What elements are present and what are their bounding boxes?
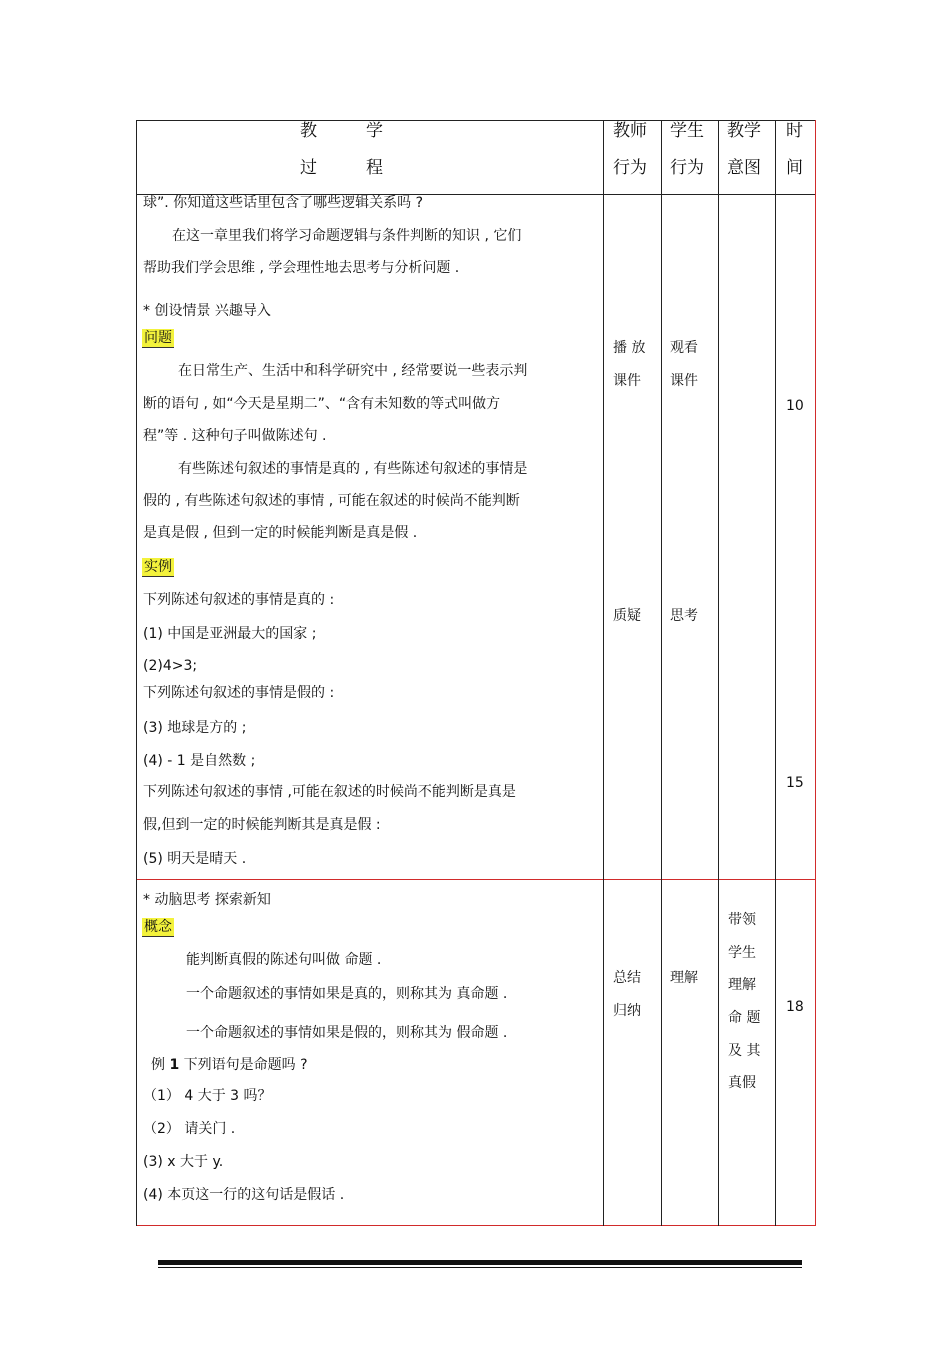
row2-example-title [151,1056,308,1074]
row2-section-heading: * 动脑思考 探索新知 [143,892,271,908]
tag-question: 问题 [144,330,172,346]
row1-line-13: (2)4>3; [143,658,198,674]
example-label: 例 [151,1057,170,1073]
row2-intent-1: 带领 [728,912,756,928]
row2-intent-5: 及 其 [728,1043,761,1059]
table-bottom-border [136,1225,816,1226]
example-question: 下列语句是命题吗 ? [179,1057,308,1073]
tag-example: 实例 [144,559,172,575]
row1-line-15: (3) 地球是方的 ; [143,720,247,736]
row1-student-1b: 课件 [670,373,698,389]
row1-line-12: (1) 中国是亚洲最大的国家 ; [143,626,317,642]
row2-teacher-a: 总结 [613,970,641,986]
col-line-4 [775,120,776,1226]
example-number: 1 [169,1057,180,1073]
row2-intent-2: 学生 [728,945,756,961]
row1-line-9: 假的 , 有些陈述句叙述的事情 , 可能在叙述的时候尚不能判断 [143,493,520,509]
row1-line-7: 程”等 . 这种句子叫做陈述句 . [143,428,327,444]
header-process-3: 过 [300,158,317,178]
row2-intent-3: 理解 [728,977,756,993]
row1-student-2: 思考 [670,608,698,624]
header-student-1: 学生 [670,121,704,141]
row1-line-8: 有些陈述句叙述的事情是真的 , 有些陈述句叙述的事情是 [178,461,528,477]
row1-section-heading: * 创设情景 兴趣导入 [143,303,271,319]
col-line-2 [661,120,662,1226]
row1-teacher-1a: 播 放 [613,340,646,356]
row2-student: 理解 [670,970,698,986]
footer-rule-thin [158,1267,802,1268]
row2-time: 18 [786,999,804,1015]
header-teacher-1: 教师 [613,121,647,141]
header-intent-1: 教学 [727,121,761,141]
header-intent-2: 意图 [727,158,761,178]
header-student-2: 行为 [670,158,704,178]
row2-line-6: （1） 4 大于 3 吗？ [143,1088,272,1104]
row1-line-1: 球”. 你知道这些话里包含了哪些逻辑关系吗 ? [143,195,424,211]
row2-intent-4: 命 题 [728,1010,761,1026]
row2-line-4: 一个命题叙述的事情如果是假的，则称其为 假命题 . [186,1025,508,1041]
row2-line-8: (3) x 大于 y. [143,1154,224,1170]
footer-rule-thick [158,1260,802,1265]
row1-line-10: 是真是假 , 但到一定的时候能判断是真是假 . [143,525,418,541]
table-top-border [136,120,816,121]
row2-intent-6: 真假 [728,1075,756,1091]
row1-line-11: 下列陈述句叙述的事情是真的 : [143,592,335,608]
col-line-0 [136,120,137,1226]
row1-time-1: 10 [786,398,804,414]
header-time-2: 间 [786,158,803,178]
header-process-4: 程 [366,158,383,178]
col-line-5 [815,120,816,1226]
row1-teacher-2: 质疑 [613,608,641,624]
row1-line-16: (4) - 1 是自然数 ; [143,753,256,769]
row1-line-2: 在这一章里我们将学习命题逻辑与条件判断的知识 , 它们 [172,228,522,244]
tag-concept: 概念 [144,919,172,935]
row1-teacher-1b: 课件 [613,373,641,389]
row2-line-3: 一个命题叙述的事情如果是真的，则称其为 真命题 . [186,986,508,1002]
row1-line-6: 断的语句 , 如“今天是星期二”、“含有未知数的等式叫做方 [143,396,501,412]
row1-student-1a: 观看 [670,340,698,356]
header-process-2: 学 [366,121,383,141]
row1-line-19: (5) 明天是晴天 . [143,851,247,867]
row2-line-7: （2） 请关门 . [143,1121,236,1137]
header-process-1: 教 [300,121,317,141]
col-line-1 [603,120,604,1226]
row2-line-9: (4) 本页这一行的这句话是假话 . [143,1187,345,1203]
row1-line-14: 下列陈述句叙述的事情是假的 : [143,685,335,701]
col-line-3 [718,120,719,1226]
row2-line-2: 能判断真假的陈述句叫做 命题 . [186,952,382,968]
header-teacher-2: 行为 [613,158,647,178]
row1-line-5: 在日常生产、生活中和科学研究中 , 经常要说一些表示判 [178,363,528,379]
row-divider [136,879,816,880]
row1-line-18: 假,但到一定的时候能判断其是真是假 : [143,817,381,833]
row1-line-17: 下列陈述句叙述的事情 ,可能在叙述的时候尚不能判断是真是 [143,784,516,800]
header-time-1: 时 [786,121,803,141]
row1-line-3: 帮助我们学会思维 , 学会理性地去思考与分析问题 . [143,260,460,276]
row1-time-2: 15 [786,775,804,791]
row2-teacher-b: 归纳 [613,1003,641,1019]
